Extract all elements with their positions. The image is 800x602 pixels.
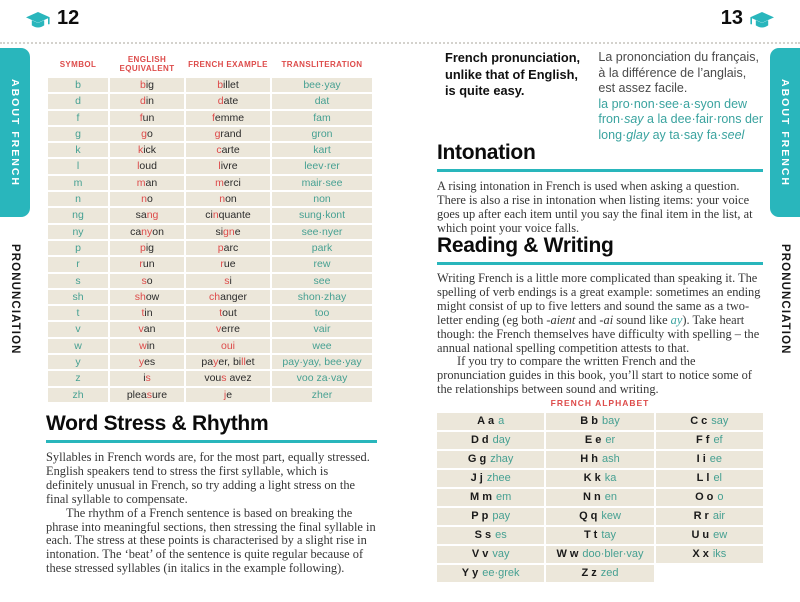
pronunciation-row [48,143,372,157]
section-label-left: PRONUNCIATION [9,243,21,355]
symbol-cell: k [48,143,108,157]
french-cell: oui [186,339,270,353]
transliteration-cell: sung·kont [272,208,372,222]
transliteration-cell: wee [272,339,372,353]
paragraph: The rhythm of a French sentence is based on breaking the phrase into meaningful sections, then stressing the final syllable in each. The stress at these points is characterised by a slight rise in intonation. The ‘beat’ of the sentence is quite regular because of these stressed syllables (in italics in the example following). [46,505,376,576]
symbol-cell: f [48,111,108,125]
french-cell: signe [186,225,270,239]
transliteration-cell: non [272,192,372,206]
column-header-transliteration: TRANSLITERATION [281,59,363,69]
column-header-symbol: SYMBOL [59,59,97,69]
pronunciation-row [48,388,372,402]
pronunciation-row [48,208,372,222]
pronunciation-row [48,241,372,255]
pronunciation-table-body [48,78,372,402]
heading-rule [437,262,763,265]
symbol-cell: r [48,257,108,271]
pronunciation-row [48,159,372,173]
transliteration-cell: rew [272,257,372,271]
english-cell: fun [110,111,184,125]
alphabet-cell: A a a [437,413,544,430]
french-cell: billet [186,78,270,92]
paragraph: A rising intonation in French is used when asking a question. There is also a rise in intonation when listing items: your voice goes up after each item until you say the final item in the list, at which point your voice falls. [437,179,753,235]
french-cell: si [186,274,270,288]
alphabet-cell: J j zhee [437,470,544,487]
transliteration-cell: gron [272,127,372,141]
english-cell: van [110,322,184,336]
section-heading: Word Stress & Rhythm [46,412,269,435]
symbol-cell: sh [48,290,108,304]
french-cell: vous avez [186,371,270,385]
pronunciation-row [48,94,372,108]
french-cell: payer, billet [186,355,270,369]
alphabet-cell: I i ee [656,451,763,468]
english-cell: run [110,257,184,271]
alphabet-cell: F f ef [656,432,763,449]
chapter-tab-label: ABOUT FRENCH [9,78,21,187]
french-cell: changer [186,290,270,304]
symbol-cell: y [48,355,108,369]
alphabet-cell: V v vay [437,546,544,563]
english-cell: yes [110,355,184,369]
alphabet-cell: Q q kew [546,508,653,525]
alphabet-cell [656,565,763,582]
pronunciation-table-header [48,52,372,76]
transliteration-cell: voo za·vay [272,371,372,385]
reading-writing-section [437,234,763,397]
chapter-tab-right [770,48,800,217]
symbol-cell: w [48,339,108,353]
alphabet-cell: U u ew [656,527,763,544]
french-cell: grand [186,127,270,141]
symbol-cell: v [48,322,108,336]
transliteration-cell: shon·zhay [272,290,372,304]
intro-french-block [598,50,765,143]
alphabet-cell: G g zhay [437,451,544,468]
alphabet-cell: Y y ee·grek [437,565,544,582]
transliteration-cell: too [272,306,372,320]
pronunciation-row [48,225,372,239]
pronunciation-row [48,192,372,206]
french-cell: rue [186,257,270,271]
word-stress-text [46,451,377,576]
intro-block [445,50,765,143]
header-divider [0,42,800,44]
section-heading: Intonation [437,141,536,164]
transliteration-cell: dat [272,94,372,108]
alphabet-cell: O o o [656,489,763,506]
symbol-cell: d [48,94,108,108]
french-cell: cinquante [186,208,270,222]
pronunciation-row [48,176,372,190]
page-number-right: 13 [720,7,743,29]
english-cell: tin [110,306,184,320]
english-cell: is [110,371,184,385]
english-cell: loud [110,159,184,173]
symbol-cell: s [48,274,108,288]
alphabet-cell: W w doo·bler·vay [546,546,653,563]
pronunciation-row [48,371,372,385]
pronunciation-table [48,52,372,404]
transliteration-cell: fam [272,111,372,125]
symbol-cell: z [48,371,108,385]
section-label-right: PRONUNCIATION [779,243,791,355]
french-cell: parc [186,241,270,255]
transliteration-cell: park [272,241,372,255]
french-cell: date [186,94,270,108]
pronunciation-row [48,339,372,353]
intro-english: French pronunciation, unlike that of English, is quite easy. [445,50,581,98]
heading-rule [46,440,377,443]
alphabet-cell: P p pay [437,508,544,525]
alphabet-cell: K k ka [546,470,653,487]
french-cell: tout [186,306,270,320]
pronunciation-row [48,306,372,320]
symbol-cell: l [48,159,108,173]
transliteration-cell: bee·yay [272,78,372,92]
symbol-cell: m [48,176,108,190]
alphabet-cell: D d day [437,432,544,449]
column-header-french: FRENCH EXAMPLE [188,59,268,69]
alphabet-cell: C c say [656,413,763,430]
pronunciation-row [48,257,372,271]
paragraph: If you try to compare the written French and the pronunciation guides in this book, you’ll start to notice some of the relationships between sound and writing. [437,354,752,397]
transliteration-cell: kart [272,143,372,157]
english-cell: man [110,176,184,190]
english-cell: big [110,78,184,92]
heading-rule [437,169,763,172]
french-cell: femme [186,111,270,125]
transliteration-cell: see·nyer [272,225,372,239]
english-cell: no [110,192,184,206]
french-cell: livre [186,159,270,173]
graduation-cap-icon [750,12,774,31]
alphabet-cell: R r air [656,508,763,525]
pronunciation-row [48,355,372,369]
transliteration-cell: see [272,274,372,288]
alphabet-cell: S s es [437,527,544,544]
alphabet-cell: X x iks [656,546,763,563]
alphabet-cell: H h ash [546,451,653,468]
intro-french: La prononciation du français, à la différence de l’anglais, est assez facile. [598,50,759,95]
english-cell: so [110,274,184,288]
pronunciation-row [48,274,372,288]
english-cell: kick [110,143,184,157]
paragraph: Syllables in French words are, for the most part, equally stressed. English speakers tend to stress the first syllable, which is definitely unusual in French, so try adding a light stress on the final syllable to compensate. [46,450,370,506]
english-cell: sang [110,208,184,222]
column-header-english: ENGLISH EQUIVALENT [119,55,175,73]
transliteration-cell: zher [272,388,372,402]
intonation-section [437,141,763,236]
transliteration-cell: vair [272,322,372,336]
french-cell: verre [186,322,270,336]
english-cell: win [110,339,184,353]
english-cell: pig [110,241,184,255]
alphabet-cell: N n en [546,489,653,506]
symbol-cell: ng [48,208,108,222]
alphabet-cell: T t tay [546,527,653,544]
chapter-tab-label: ABOUT FRENCH [779,78,791,187]
alphabet-cell: L l el [656,470,763,487]
alphabet-cell: M m em [437,489,544,506]
pronunciation-row [48,322,372,336]
french-alphabet-section [437,398,763,582]
transliteration-cell: mair·see [272,176,372,190]
transliteration-cell: pay·yay, bee·yay [272,355,372,369]
french-cell: je [186,388,270,402]
english-cell: canyon [110,225,184,239]
alphabet-label: FRENCH ALPHABET [550,398,650,408]
word-stress-section [46,412,377,576]
pronunciation-row [48,78,372,92]
intro-pronunciation: la pro·non·see·a·syon dew fron·say a la dee·fair·rons der long·glay ay ta·say fa·seel [598,96,764,142]
english-cell: din [110,94,184,108]
alphabet-cell: E e er [546,432,653,449]
pronunciation-row [48,290,372,304]
section-heading: Reading & Writing [437,234,614,257]
alphabet-cell: Z z zed [546,565,653,582]
english-cell: pleasure [110,388,184,402]
chapter-tab-left [0,48,30,217]
symbol-cell: g [48,127,108,141]
paragraph: Writing French is a little more complicated than speaking it. The spelling of verb endings is a great example: sometimes an ending might consist of up to five letters and sound the same as a two-letter ending (eg both -aient and -ai sound like ay). Take heart though: the French themselves have difficulty with spelling – the annual national spelling competition attests to that. [437,271,761,355]
english-cell: go [110,127,184,141]
pronunciation-row [48,111,372,125]
french-cell: carte [186,143,270,157]
page-number-left: 12 [57,7,80,29]
french-cell: non [186,192,270,206]
transliteration-cell: leev·rer [272,159,372,173]
pronunciation-row [48,127,372,141]
alphabet-cell: B b bay [546,413,653,430]
symbol-cell: b [48,78,108,92]
symbol-cell: n [48,192,108,206]
french-cell: merci [186,176,270,190]
symbol-cell: t [48,306,108,320]
symbol-cell: p [48,241,108,255]
symbol-cell: ny [48,225,108,239]
symbol-cell: zh [48,388,108,402]
graduation-cap-icon [26,12,50,31]
english-cell: show [110,290,184,304]
alphabet-grid [437,413,763,582]
